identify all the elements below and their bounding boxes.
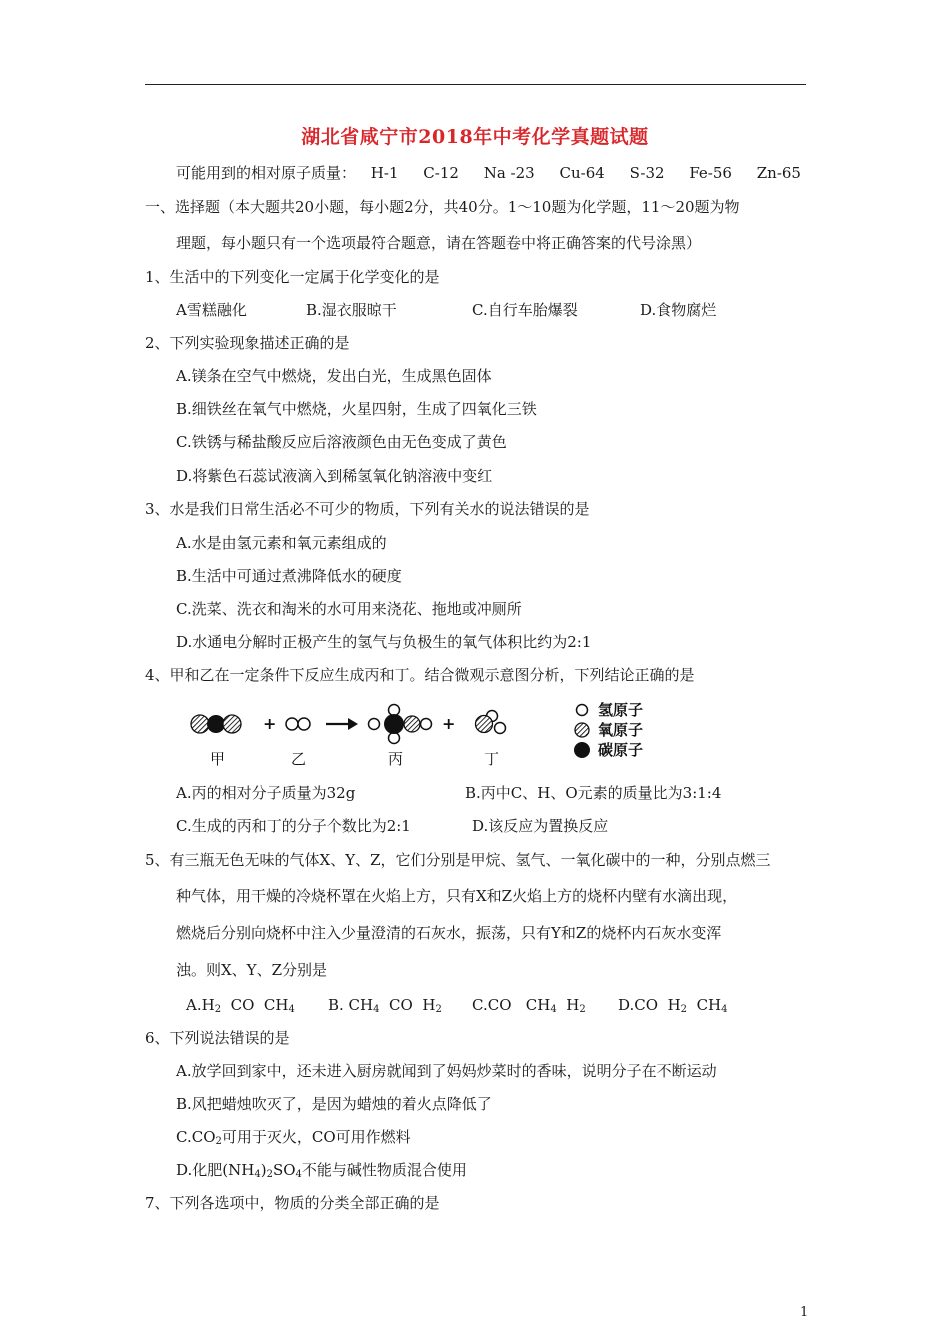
reaction-arrow-icon <box>326 718 358 730</box>
mass-cu: Cu-64 <box>559 164 605 182</box>
mass-fe: Fe-56 <box>689 164 732 182</box>
q3-option-d: D.水通电分解时正极产生的氢气与负极生的氧气体积比约为2:1 <box>176 633 592 651</box>
label-bing: 丙 <box>388 750 404 768</box>
section-heading-line2: 理题，每小题只有一个选项最符合题意，请在答题卷中将正确答案的代号涂黑） <box>176 234 702 252</box>
page-title: 湖北省咸宁市2018年中考化学真题试题 <box>301 126 649 148</box>
plus-sign-2: + <box>442 714 456 733</box>
page-number: 1 <box>800 1305 809 1320</box>
q3-option-a: A.水是由氢元素和氧元素组成的 <box>176 534 387 552</box>
q1-option-d: D.食物腐烂 <box>640 301 717 319</box>
q2-option-b: B.细铁丝在氧气中燃烧，火星四射，生成了四氧化三铁 <box>176 400 537 418</box>
q3-option-b: B.生活中可通过煮沸降低水的硬度 <box>176 567 402 585</box>
q6-option-c: $C.CO_2$可用于灭火，CO可用作燃料 <box>176 1128 411 1147</box>
legend-hydrogen: 氢原子 <box>598 702 644 719</box>
q1-option-c: C.自行车胎爆裂 <box>472 301 578 319</box>
section-heading-line1: 一、选择题（本大题共20小题，每小题2分，共40分。1～10题为化学题，11～20题为物 <box>145 198 740 216</box>
mass-na: Na -23 <box>483 164 535 182</box>
molecule-bing <box>369 705 432 744</box>
legend-oxygen: 氧原子 <box>598 721 644 739</box>
q7-stem: 7、下列各选项中，物质的分类全部正确的是 <box>145 1194 440 1212</box>
q6-stem: 6、下列说法错误的是 <box>145 1029 290 1047</box>
q5-option-b: B. $CH_4$ CO $H_2$ <box>328 996 442 1015</box>
atomic-masses-label: 可能用到的相对原子质量： <box>176 164 357 182</box>
label-ding: 丁 <box>484 750 500 768</box>
q1-option-b: B.湿衣服晾干 <box>306 301 397 319</box>
q5-option-d: D.CO $H_2$ $CH_4$ <box>618 996 728 1015</box>
q4-option-a: A.丙的相对分子质量为32g <box>176 784 356 802</box>
q5-line2: 种气体，用干燥的冷烧杯罩在火焰上方，只有X和Z火焰上方的烧杯内壁有水滴出现， <box>176 887 738 905</box>
q5-option-c: C.CO $CH_4$ $H_2$ <box>472 996 586 1015</box>
legend-oxygen-icon <box>575 723 589 737</box>
molecule-jia <box>191 715 241 733</box>
legend <box>574 702 643 759</box>
plus-sign-1: + <box>263 714 277 733</box>
q4-option-c: C.生成的丙和丁的分子个数比为2:1 <box>176 817 411 835</box>
header-rule <box>145 84 806 85</box>
mass-s: S-32 <box>629 164 665 182</box>
q5-option-a: $A.H_2$ CO $CH_4$ <box>186 996 295 1015</box>
q1-stem: 1、生活中的下列变化一定属于化学变化的是 <box>145 268 440 286</box>
mass-c: C-12 <box>423 164 459 182</box>
q6-option-d: D.化肥$(NH_4)_2SO_4$不能与碱性物质混合使用 <box>176 1161 467 1180</box>
q5-line3: 燃烧后分别向烧杯中注入少量澄清的石灰水，振荡，只有Y和Z的烧杯内石灰水变浑 <box>176 924 722 942</box>
q6-option-b: B.风把蜡烛吹灭了，是因为蜡烛的着火点降低了 <box>176 1095 492 1113</box>
q4-stem: 4、甲和乙在一定条件下反应生成丙和丁。结合微观示意图分析，下列结论正确的是 <box>145 666 695 684</box>
q6-option-a: A.放学回到家中，还未进入厨房就闻到了妈妈炒菜时的香味，说明分子在不断运动 <box>176 1062 717 1080</box>
legend-hydrogen-icon <box>577 705 588 716</box>
atomic-masses-line <box>176 163 801 183</box>
legend-carbon-icon <box>574 742 590 758</box>
label-jia: 甲 <box>210 750 226 768</box>
q5-line1: 5、有三瓶无色无味的气体X、Y、Z，它们分别是甲烷、氢气、一氧化碳中的一种，分别点燃三 <box>145 851 771 869</box>
label-yi: 乙 <box>291 750 307 768</box>
legend-carbon: 碳原子 <box>598 741 644 759</box>
mass-zn: Zn-65 <box>756 164 801 182</box>
molecule-yi <box>286 718 310 730</box>
q3-option-c: C.洗菜、洗衣和淘米的水可用来浇花、拖地或冲厕所 <box>176 600 522 618</box>
q4-option-d: D.该反应为置换反应 <box>472 817 609 835</box>
molecule-ding <box>476 711 506 734</box>
q1-option-a: A雪糕融化 <box>176 301 247 319</box>
q2-stem: 2、下列实验现象描述正确的是 <box>145 334 350 352</box>
molecular-reaction-diagram <box>188 702 668 772</box>
q2-option-a: A.镁条在空气中燃烧，发出白光，生成黑色固体 <box>176 367 492 385</box>
q5-line4: 浊。则X、Y、Z分别是 <box>176 961 328 979</box>
q4-option-b: B.丙中C、H、O元素的质量比为3:1:4 <box>465 784 722 802</box>
mass-h: H-1 <box>370 164 399 182</box>
q3-stem: 3、水是我们日常生活必不可少的物质，下列有关水的说法错误的是 <box>145 500 590 518</box>
q2-option-c: C.铁锈与稀盐酸反应后溶液颜色由无色变成了黄色 <box>176 433 507 451</box>
q2-option-d: D.将紫色石蕊试液滴入到稀氢氧化钠溶液中变红 <box>176 467 493 485</box>
